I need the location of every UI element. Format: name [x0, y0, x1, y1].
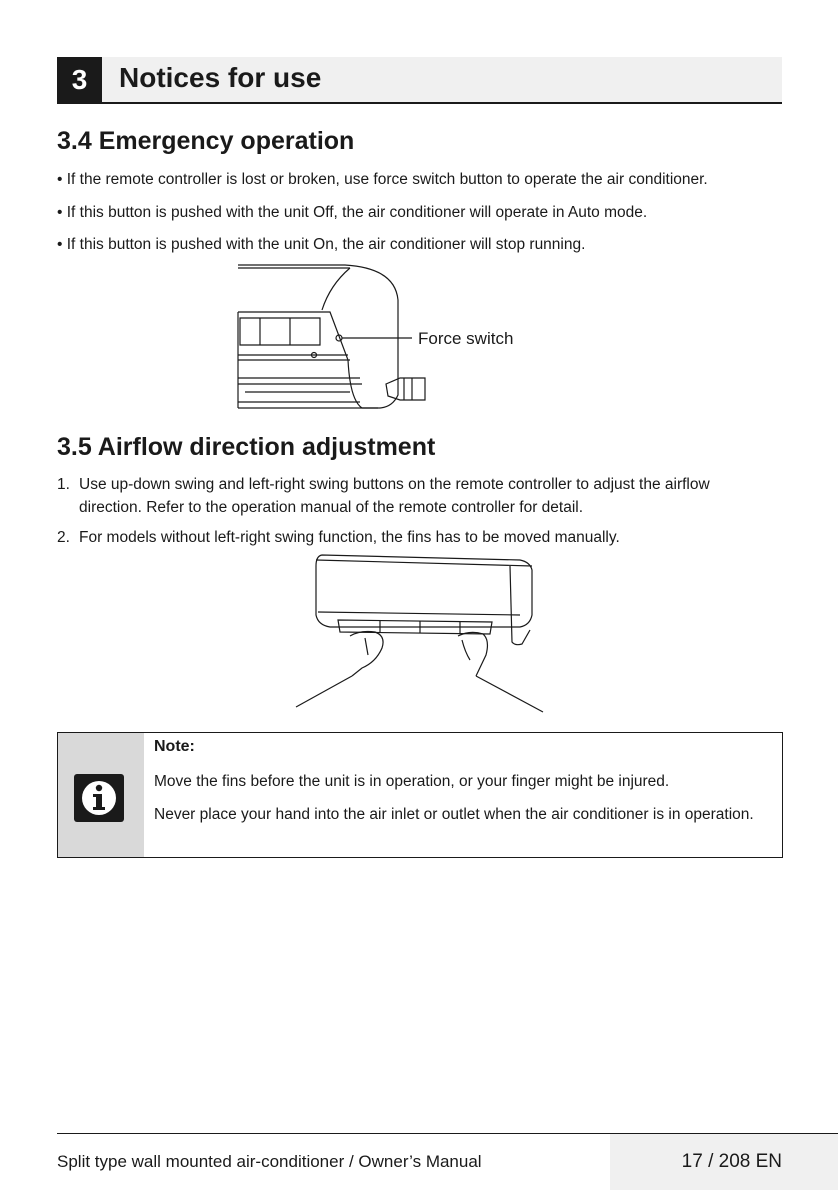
note-title: Note:	[154, 738, 195, 755]
bullet-item: • If this button is pushed with the unit Off, the air conditioner will operate in Auto mode.	[57, 204, 648, 221]
bullet-text: If the remote controller is lost or broken, use force switch button to operate the air conditioner.	[66, 171, 708, 188]
section-heading-airflow-adjustment: 3.5 Airflow direction adjustment	[57, 433, 436, 461]
force-switch-label: Force switch	[418, 329, 514, 348]
footer-title: Split type wall mounted air-conditioner / Owner’s Manual	[57, 1152, 482, 1171]
info-icon	[74, 774, 124, 822]
bullet-text: If this button is pushed with the unit Off, the air conditioner will operate in Auto mode.	[66, 204, 648, 221]
chapter-title: Notices for use	[119, 62, 322, 93]
list-item-number: 2.	[57, 529, 70, 546]
note-box	[57, 732, 783, 858]
section-heading-emergency-operation: 3.4 Emergency operation	[57, 127, 355, 155]
bullet-item: • If this button is pushed with the unit On, the air conditioner will stop running.	[57, 236, 586, 253]
chapter-number: 3	[57, 57, 102, 102]
bullet-text: If this button is pushed with the unit On, the air conditioner will stop running.	[66, 236, 586, 253]
page-number: 17 / 208 EN	[681, 1151, 782, 1172]
list-item-number: 1.	[57, 476, 70, 493]
note-sidebar	[58, 733, 144, 857]
list-item-text: Use up-down swing and left-right swing buttons on the remote controller to adjust the airflow direction. Refer to the operation manual of the remote controller for detail.	[79, 476, 710, 516]
note-line: Move the fins before the unit is in operation, or your finger might be injured.	[154, 773, 670, 790]
note-line: Never place your hand into the air inlet or outlet when the air conditioner is in operation.	[154, 806, 754, 823]
bullet-item: • If the remote controller is lost or broken, use force switch button to operate the air conditioner.	[57, 171, 708, 188]
list-item-text: For models without left-right swing function, the fins has to be moved manually.	[79, 529, 620, 546]
